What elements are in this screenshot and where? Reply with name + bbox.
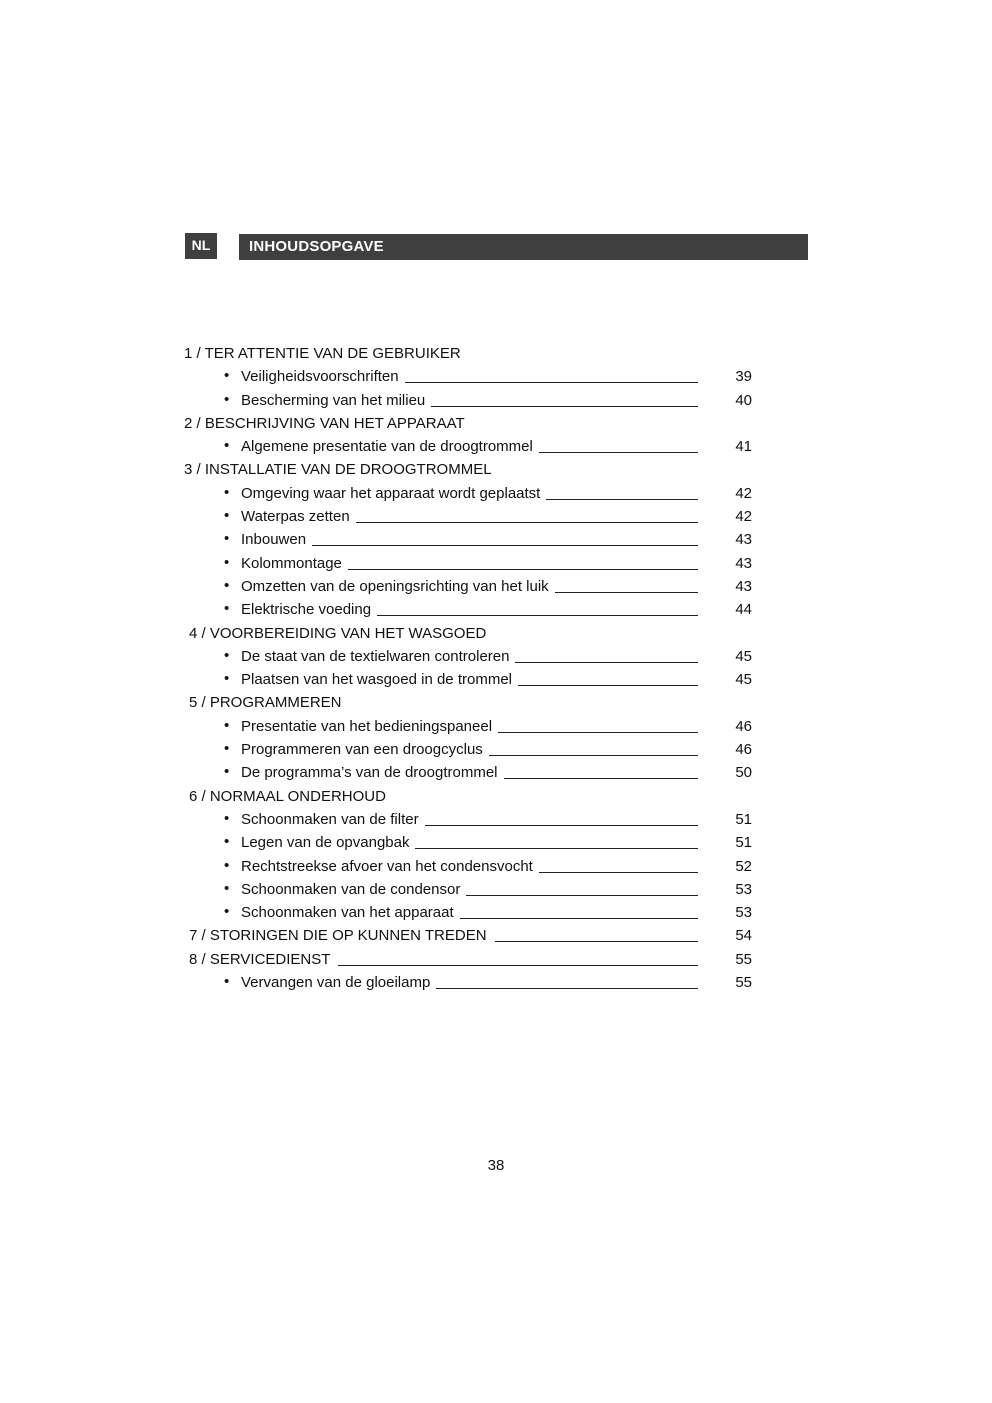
toc-page-number: 51 (735, 834, 752, 852)
bullet-icon: • (224, 903, 230, 921)
bullet-icon: • (224, 553, 230, 571)
toc-item-row (0, 482, 992, 505)
toc-item-row (0, 668, 992, 691)
toc-item-label: Algemene presentatie van de droogtrommel (241, 435, 539, 458)
toc-item-row (0, 715, 992, 738)
toc-item-row (0, 808, 992, 831)
toc-item-row (0, 878, 992, 901)
toc-page-number: 43 (735, 577, 752, 595)
table-of-contents (0, 342, 992, 994)
toc-page-number: 55 (735, 974, 752, 992)
toc-section-row (0, 691, 992, 714)
toc-item-label: Rechtstreekse afvoer van het condensvocht (241, 855, 539, 878)
toc-section-row (0, 342, 992, 365)
toc-page-number: 45 (735, 671, 752, 689)
toc-section-label: 6 / NORMAAL ONDERHOUD (189, 787, 386, 805)
toc-item-row (0, 389, 992, 412)
toc-item-label: Schoonmaken van de condensor (241, 878, 466, 901)
bullet-icon: • (224, 390, 230, 408)
bullet-icon: • (224, 716, 230, 734)
toc-item-label: Kolommontage (241, 552, 348, 575)
bullet-icon: • (224, 507, 230, 525)
toc-item-row (0, 831, 992, 854)
page-title: INHOUDSOPGAVE (239, 234, 808, 260)
bullet-icon: • (224, 670, 230, 688)
toc-section-label: 1 / TER ATTENTIE VAN DE GEBRUIKER (184, 345, 461, 362)
toc-item-row (0, 761, 992, 784)
toc-page-number: 46 (735, 741, 752, 759)
toc-page-number: 55 (735, 950, 752, 968)
bullet-icon: • (224, 740, 230, 758)
bullet-icon: • (224, 576, 230, 594)
toc-section-row (0, 622, 992, 645)
toc-item-row (0, 855, 992, 878)
toc-item-row (0, 598, 992, 621)
toc-item-row (0, 901, 992, 924)
toc-item-label: Plaatsen van het wasgoed in de trommel (241, 668, 518, 691)
toc-section-row (0, 458, 992, 481)
toc-page-number: 54 (735, 927, 752, 945)
toc-item-label: Waterpas zetten (241, 505, 356, 528)
toc-page-number: 39 (735, 368, 752, 386)
bullet-icon: • (224, 646, 230, 664)
bullet-icon: • (224, 833, 230, 851)
toc-page-number: 53 (735, 904, 752, 922)
toc-item-label: Omgeving waar het apparaat wordt geplaatst (241, 482, 546, 505)
toc-page-number: 43 (735, 531, 752, 549)
toc-section-label: 3 / INSTALLATIE VAN DE DROOGTROMMEL (184, 461, 492, 479)
toc-section-row (0, 785, 992, 808)
bullet-icon: • (224, 879, 230, 897)
toc-item-label: Inbouwen (241, 528, 312, 551)
toc-item-label: Vervangen van de gloeilamp (241, 971, 436, 994)
bullet-icon: • (224, 600, 230, 618)
bullet-icon: • (224, 483, 230, 501)
toc-item-label: Schoonmaken van de filter (241, 808, 425, 831)
bullet-icon: • (224, 973, 230, 991)
toc-section-label: 2 / BESCHRIJVING VAN HET APPARAAT (184, 414, 465, 432)
toc-item-label: Legen van de opvangbak (241, 831, 415, 854)
toc-page-number: 52 (735, 857, 752, 875)
toc-item-label: Elektrische voeding (241, 598, 377, 621)
toc-section-row (0, 948, 992, 971)
toc-page-number: 51 (735, 810, 752, 828)
toc-item-row (0, 505, 992, 528)
toc-page-number: 43 (735, 554, 752, 572)
toc-page-number: 46 (735, 717, 752, 735)
toc-item-row (0, 645, 992, 668)
toc-section-label: 5 / PROGRAMMEREN (189, 694, 342, 712)
toc-page-number: 42 (735, 484, 752, 502)
page-number: 38 (487, 1157, 505, 1174)
toc-page-number: 50 (735, 764, 752, 782)
bullet-icon: • (224, 763, 230, 781)
toc-section-label: 4 / VOORBEREIDING VAN HET WASGOED (189, 624, 487, 642)
bullet-icon: • (224, 856, 230, 874)
toc-item-row (0, 528, 992, 551)
bullet-icon: • (224, 530, 230, 548)
toc-item-label: De staat van de textielwaren controleren (241, 645, 515, 668)
toc-page-number: 53 (735, 880, 752, 898)
toc-page-number: 45 (735, 647, 752, 665)
toc-section-label: 7 / STORINGEN DIE OP KUNNEN TREDEN (189, 924, 495, 947)
toc-item-row (0, 435, 992, 458)
bullet-icon: • (224, 367, 230, 385)
toc-page-number: 40 (735, 391, 752, 409)
toc-section-label: 8 / SERVICEDIENST (189, 948, 338, 971)
toc-item-label: De programma’s van de droogtrommel (241, 761, 504, 784)
toc-item-row (0, 575, 992, 598)
toc-item-label: Presentatie van het bedieningspaneel (241, 715, 498, 738)
toc-page-number: 44 (735, 601, 752, 619)
toc-item-row (0, 552, 992, 575)
toc-item-label: Schoonmaken van het apparaat (241, 901, 460, 924)
language-badge: NL (185, 233, 217, 259)
toc-item-label: Bescherming van het milieu (241, 389, 431, 412)
bullet-icon: • (224, 437, 230, 455)
toc-page-number: 41 (735, 438, 752, 456)
toc-item-row (0, 971, 992, 994)
toc-item-row (0, 738, 992, 761)
toc-section-row (0, 412, 992, 435)
bullet-icon: • (224, 809, 230, 827)
toc-item-label: Omzetten van de openingsrichting van het luik (241, 575, 555, 598)
toc-item-label: Programmeren van een droogcyclus (241, 738, 489, 761)
toc-item-row (0, 365, 992, 388)
toc-section-row (0, 924, 992, 947)
toc-page-number: 42 (735, 508, 752, 526)
toc-item-label: Veiligheidsvoorschriften (241, 365, 405, 388)
